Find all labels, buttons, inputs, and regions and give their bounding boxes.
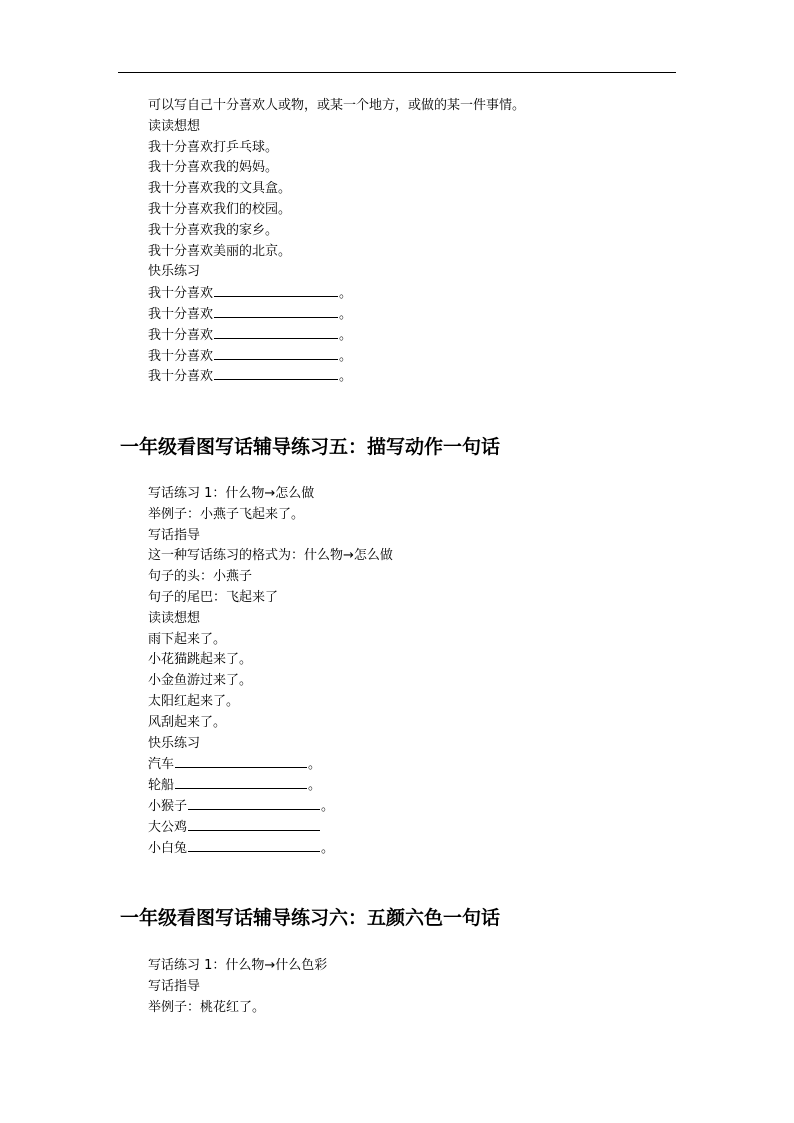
fill-blank[interactable]: [175, 775, 307, 789]
practice-line: 小猴子 。: [148, 796, 393, 817]
practice-line: 我十分喜欢 。: [148, 366, 525, 387]
text-line: 可以写自己十分喜欢人或物，或某一个地方，或做的某一件事情。: [148, 98, 526, 113]
example-line: 小花猫跳起来了。: [148, 652, 253, 668]
practice-line: 汽车 。: [148, 754, 393, 775]
example-line: 我十分喜欢我的家乡。: [148, 222, 279, 238]
example-line: 雨下起来了。: [148, 631, 227, 647]
fill-blank[interactable]: [188, 817, 320, 831]
fill-blank[interactable]: [214, 346, 338, 360]
practice-line: 大公鸡: [148, 817, 393, 838]
text-line: 句子的尾巴：飞起来了: [148, 589, 279, 605]
subheading-read-think: 读读想想: [148, 118, 201, 134]
example-line: 我十分喜欢我的妈妈。: [148, 160, 279, 176]
example-line: 小金鱼游过来了。: [148, 673, 253, 689]
subheading-guide: 写话指导: [148, 978, 201, 994]
example-line: 我十分喜欢打乒乓球。: [148, 139, 279, 155]
practice-line: 小白兔 。: [148, 838, 393, 859]
subheading-practice: 快乐练习: [148, 264, 201, 280]
exercise-title: 写话练习 1：什么物→什么色彩: [148, 958, 328, 973]
exercise-title: 写话练习 1：什么物→怎么做: [148, 486, 315, 501]
practice-line: 我十分喜欢 。: [148, 346, 525, 367]
fill-blank[interactable]: [188, 838, 320, 852]
section5-heading: 一年级看图写话辅导练习五：描写动作一句话: [120, 436, 501, 458]
example-line: 我十分喜欢我们的校园。: [148, 201, 292, 217]
practice-line: 轮船 。: [148, 775, 393, 796]
practice-line: 我十分喜欢 。: [148, 283, 525, 304]
fill-blank[interactable]: [188, 796, 320, 810]
practice-line: 我十分喜欢 。: [148, 325, 525, 346]
text-line: 句子的头：小燕子: [148, 569, 253, 585]
subheading-guide: 写话指导: [148, 527, 201, 543]
example-line: 风刮起来了。: [148, 714, 227, 730]
subheading-practice: 快乐练习: [148, 735, 201, 751]
example-line: 举例子：桃花红了。: [148, 999, 266, 1015]
fill-blank[interactable]: [214, 283, 338, 297]
section6-body: [148, 956, 327, 1018]
fill-blank[interactable]: [214, 366, 338, 380]
practice-line: 我十分喜欢 。: [148, 304, 525, 325]
fill-blank[interactable]: [214, 304, 338, 318]
header-rule: [118, 72, 676, 73]
example-line: 我十分喜欢美丽的北京。: [148, 243, 292, 259]
example-line: 举例子：小燕子飞起来了。: [148, 506, 305, 522]
example-line: 我十分喜欢我的文具盒。: [148, 181, 292, 197]
example-line: 太阳红起来了。: [148, 693, 240, 709]
section4-body: [148, 96, 525, 387]
subheading-read-think: 读读想想: [148, 610, 201, 626]
section5-body: [148, 484, 393, 858]
section6-heading: 一年级看图写话辅导练习六：五颜六色一句话: [120, 907, 501, 929]
text-line: 这一种写话练习的格式为：什么物→怎么做: [148, 548, 393, 564]
fill-blank[interactable]: [175, 754, 307, 768]
fill-blank[interactable]: [214, 325, 338, 339]
